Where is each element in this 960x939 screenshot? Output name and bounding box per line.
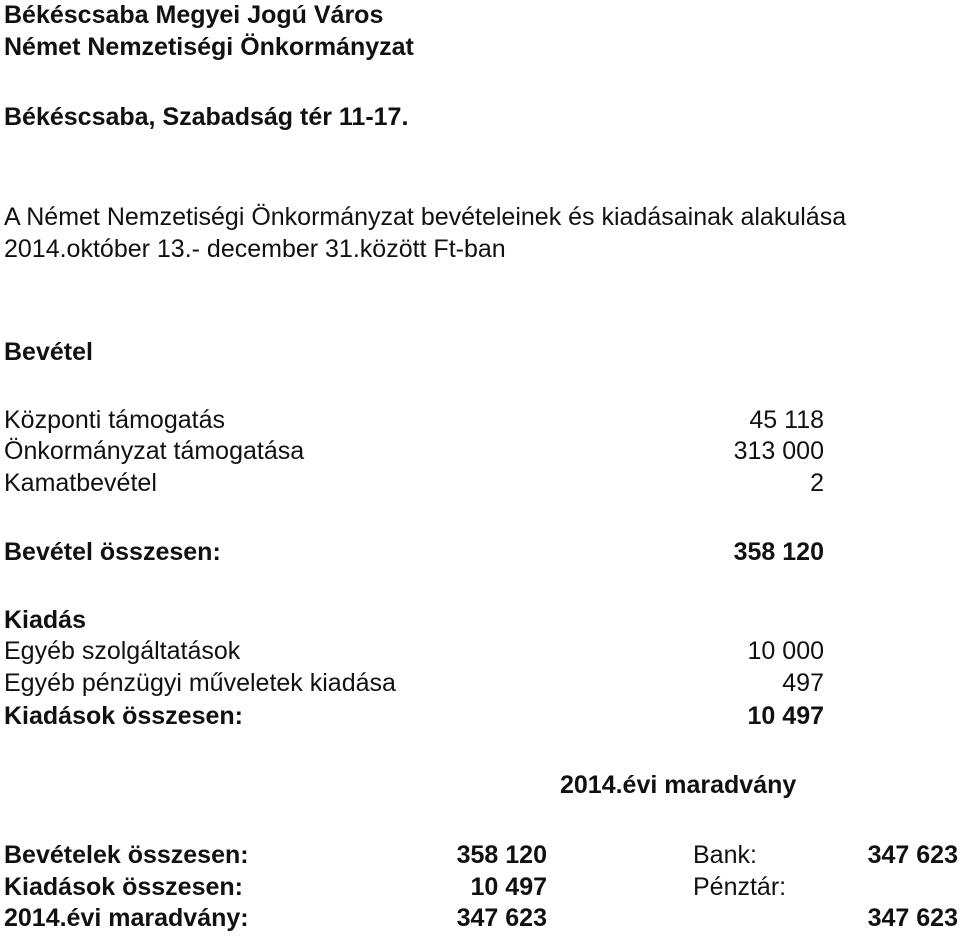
org-name-line2: Német Nemzetiségi Önkormányzat [4, 33, 414, 61]
cash-location-label: Bank: [693, 841, 757, 869]
cash-total-value: 347 623 [867, 904, 958, 932]
report-title-line2: 2014.október 13.- december 31.között Ft-ban [4, 235, 506, 263]
expense-total-label: Kiadások összesen: [4, 702, 243, 730]
org-name-line1: Békéscsaba Megyei Jogú Város [4, 1, 384, 29]
income-item-value: 2 [810, 469, 824, 497]
summary-value: 347 623 [456, 904, 547, 932]
summary-value: 358 120 [456, 841, 547, 869]
expense-total-value: 10 497 [747, 702, 824, 730]
income-item-label: Önkormányzat támogatása [4, 437, 305, 465]
expense-item-value: 10 000 [747, 637, 824, 665]
summary-label: Kiadások összesen: [4, 873, 243, 901]
summary-label: Bevételek összesen: [4, 841, 249, 869]
expense-item-label: Egyéb szolgáltatások [4, 637, 241, 665]
expense-item-value: 497 [782, 669, 824, 697]
expense-item-label: Egyéb pénzügyi műveletek kiadása [4, 669, 396, 697]
remainder-heading: 2014.évi maradvány [560, 771, 797, 799]
income-item-label: Központi támogatás [4, 406, 225, 434]
income-item-label: Kamatbevétel [4, 469, 157, 497]
cash-location-value: 347 623 [867, 841, 958, 869]
income-heading: Bevétel [4, 338, 93, 366]
report-title-line1: A Német Nemzetiségi Önkormányzat bevételeinek és kiadásainak alakulása [4, 203, 847, 231]
expense-heading: Kiadás [4, 606, 86, 634]
summary-value: 10 497 [470, 873, 547, 901]
summary-label: 2014.évi maradvány: [4, 904, 249, 932]
address: Békéscsaba, Szabadság tér 11-17. [4, 103, 409, 131]
income-total-label: Bevétel összesen: [4, 538, 221, 566]
income-total-value: 358 120 [733, 538, 824, 566]
cash-location-label: Pénztár: [693, 873, 787, 901]
income-item-value: 45 118 [749, 406, 824, 434]
income-item-value: 313 000 [733, 437, 824, 465]
